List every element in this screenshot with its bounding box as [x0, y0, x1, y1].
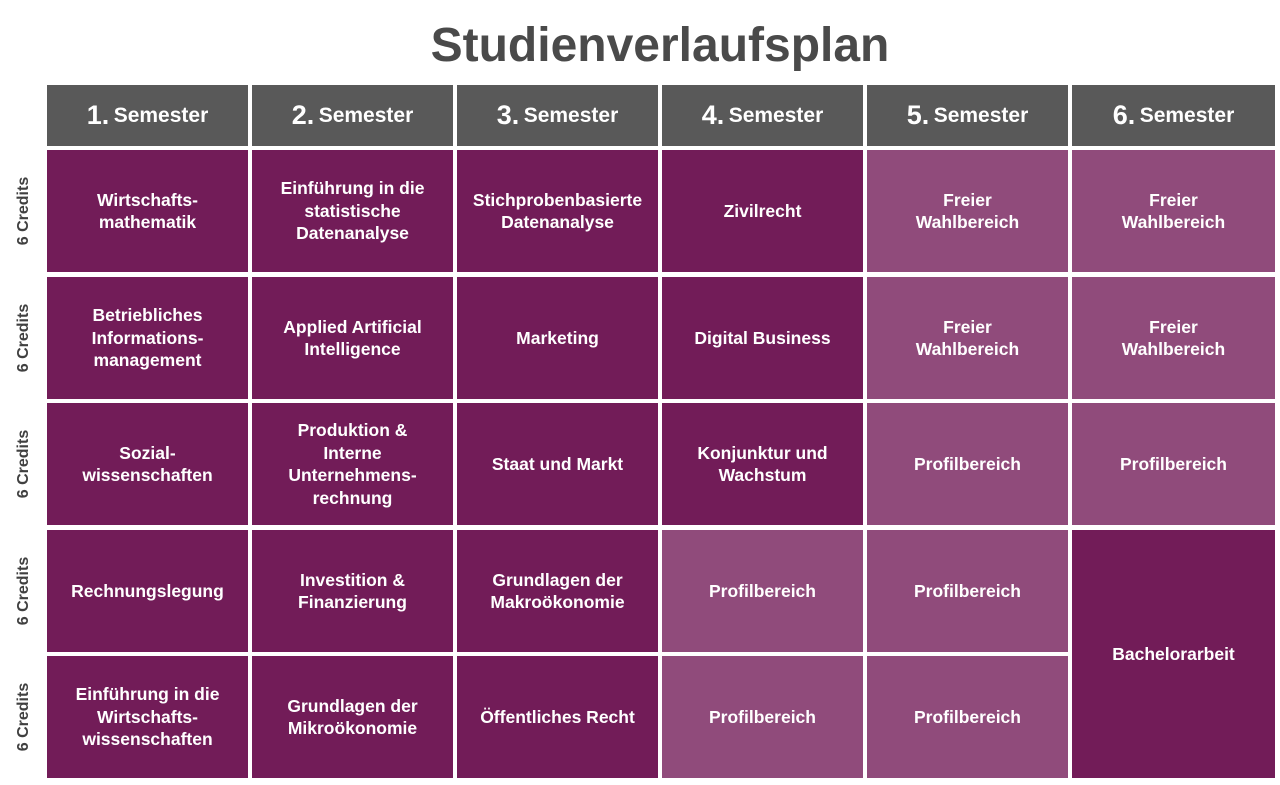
semester-number: 4. [701, 100, 725, 130]
semester-number: 3. [496, 100, 520, 130]
semester-number: 5. [906, 100, 930, 130]
semester-label: Semester [318, 103, 414, 127]
semester-header-3 [457, 85, 658, 146]
module-cell: Betriebliches Informations- management [47, 277, 248, 399]
semester-label: Semester [523, 103, 619, 127]
module-cell: Staat und Markt [457, 403, 658, 525]
module-cell: Grundlagen der Makroökonomie [457, 530, 658, 652]
elective-cell: Freier Wahlbereich [1072, 150, 1275, 272]
elective-cell: Profilbereich [1072, 403, 1275, 525]
module-cell: Investition & Finanzierung [252, 530, 453, 652]
thesis-cell: Bachelorarbeit [1072, 530, 1275, 778]
module-cell: Zivilrecht [662, 150, 863, 272]
module-cell: Sozial- wissenschaften [47, 403, 248, 525]
semester-header-2 [252, 85, 453, 146]
semester-header-5 [867, 85, 1068, 146]
module-cell: Produktion & Interne Unternehmens- rechnung [252, 403, 453, 525]
row-credit-label: 6 Credits [15, 556, 32, 626]
module-cell: Öffentliches Recht [457, 656, 658, 778]
semester-header-6 [1072, 85, 1275, 146]
semester-header-4 [662, 85, 863, 146]
semester-number: 6. [1112, 100, 1136, 130]
module-cell: Digital Business [662, 277, 863, 399]
module-cell: Einführung in die Wirtschafts- wissenschaften [47, 656, 248, 778]
elective-cell: Freier Wahlbereich [1072, 277, 1275, 399]
page-title: Studienverlaufsplan [430, 19, 890, 72]
row-credit-label: 6 Credits [15, 429, 32, 499]
semester-number: 1. [86, 100, 110, 130]
module-cell: Grundlagen der Mikroökonomie [252, 656, 453, 778]
row-credit-label: 6 Credits [15, 303, 32, 373]
module-cell: Marketing [457, 277, 658, 399]
elective-cell: Profilbereich [662, 530, 863, 652]
elective-cell: Freier Wahlbereich [867, 277, 1068, 399]
elective-cell: Profilbereich [867, 656, 1068, 778]
elective-cell: Profilbereich [662, 656, 863, 778]
module-cell: Applied Artificial Intelligence [252, 277, 453, 399]
semester-label: Semester [1139, 103, 1235, 127]
module-cell: Stichprobenbasierte Datenanalyse [457, 150, 658, 272]
elective-cell: Profilbereich [867, 403, 1068, 525]
row-credit-label: 6 Credits [15, 682, 32, 752]
row-credit-label: 6 Credits [15, 176, 32, 246]
module-cell: Rechnungslegung [47, 530, 248, 652]
semester-number: 2. [291, 100, 315, 130]
semester-label: Semester [933, 103, 1029, 127]
semester-label: Semester [113, 103, 209, 127]
module-cell: Wirtschafts- mathematik [47, 150, 248, 272]
module-cell: Konjunktur und Wachstum [662, 403, 863, 525]
semester-label: Semester [728, 103, 824, 127]
elective-cell: Freier Wahlbereich [867, 150, 1068, 272]
elective-cell: Profilbereich [867, 530, 1068, 652]
module-cell: Einführung in die statistische Datenanalyse [252, 150, 453, 272]
semester-header-1 [47, 85, 248, 146]
